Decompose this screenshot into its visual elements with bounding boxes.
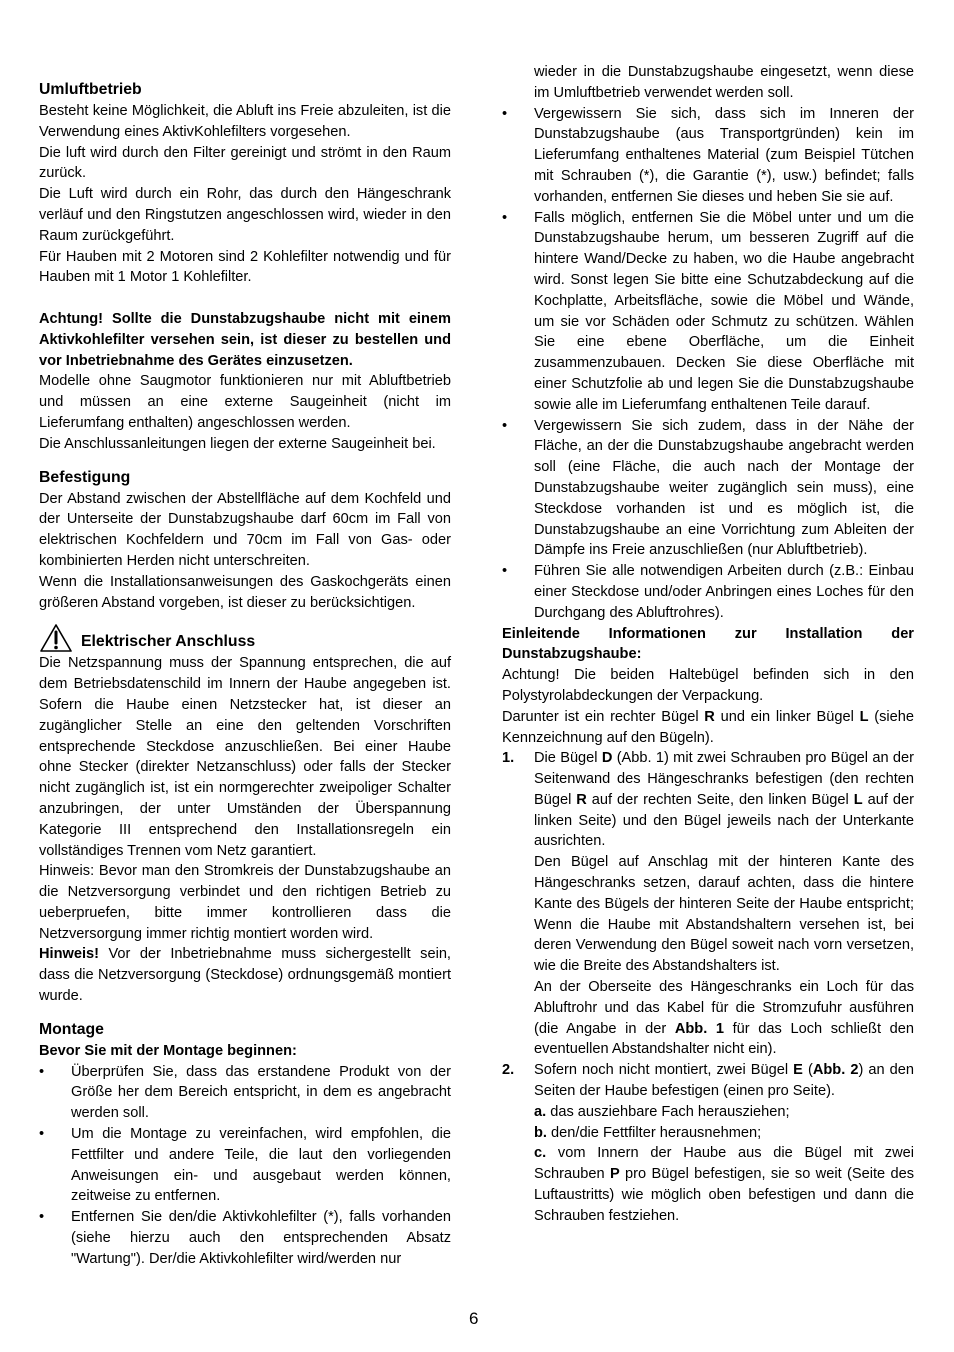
heading-elektrischer-anschluss: Elektrischer Anschluss bbox=[81, 633, 256, 651]
heading-befestigung: Befestigung bbox=[39, 468, 131, 486]
paragraph: Besteht keine Möglichkeit, die Abluft ins Freie abzuleiten, ist die Verwendung eines AktivKohlefilters vorgesehen. bbox=[39, 103, 451, 140]
paragraph: Hinweis! Vor der Inbetriebnahme muss sichergestellt sein, dass die Netzversorgung (Steckdose) ordnungsgemäß montiert wurde. bbox=[39, 946, 451, 1005]
substep-c: c. vom Innern der Haube aus die Bügel mit zwei Schrauben P pro Bügel befestigen, sie so weit (Seite des Luftaustritts) wie möglich oben befestigen und dann die Schrauben festziehen. bbox=[534, 1145, 914, 1224]
step-paragraph: Den Bügel auf Anschlag mit der hinteren Kante des Hängeschranks setzen, darauf achten, dass die hintere Kante des Bügels der hinteren Seite der Haube entspricht; Wenn die Haube mit Abstandshaltern versehen ist, bei deren Verwendung den Bügel soweit nach vorn versetzen, wie die Breite des Abstandshalters ist. bbox=[534, 854, 914, 975]
right-column bbox=[502, 0, 914, 1227]
heading-row-elektrischer-anschluss bbox=[39, 623, 451, 653]
left-column bbox=[39, 0, 451, 1270]
list-item: • Vergewissern Sie sich, dass sich im Inneren der Dunstabzugshaube (aus Transportgründen) kein im Lieferumfang enthaltenes Material (zum Beispiel Tütchen mit Schrauben (*), die Garantie (*), usw.) befindet; falls vorhanden, entfernen Sie dieses und heben Sie sie auf. bbox=[502, 105, 914, 205]
list-item-continued: wieder in die Dunstabzugshaube eingesetzt, wenn diese im Umluftbetrieb verwendet werden soll. bbox=[534, 64, 914, 101]
paragraph: Die Luft wird durch ein Rohr, das durch den Hängeschrank verläuf und den Ringstutzen angeschlossen wird, wieder in den Raum zurückgeführt. bbox=[39, 186, 451, 244]
step-paragraph: An der Oberseite des Hängeschranks ein Loch für das Abluftrohr und das Kabel für die Stromzufuhr ausführen (die Angabe in der Abb. 1 für das Loch schließt den eventuellen Abstandshalter nicht ein). bbox=[534, 979, 914, 1058]
paragraph: Die Anschlussanleitungen liegen der externe Saugeinheit bei. bbox=[39, 435, 436, 452]
list-item: • Entfernen Sie den/die Aktivkohlefilter (*), falls vorhanden (siehe hierzu auch den entsprechenden Absatz "Wartung"). Der/die Aktivkohlefilter wird/werden nur bbox=[39, 1209, 451, 1267]
heading-montage: Montage bbox=[39, 1020, 104, 1038]
paragraph: Wenn die Installationsanweisungen des Gaskochgeräts einen größeren Abstand vorgeben, ist dieser zu berücksichtigen. bbox=[39, 573, 451, 611]
warning-text: Achtung! Sollte die Dunstabzugshaube nicht mit einem Aktivkohlefilter versehen sein, ist dieser zu bestellen und vor Inbetriebnahme des Gerätes einzusetzen. bbox=[39, 310, 451, 369]
paragraph: Modelle ohne Saugmotor funktionieren nur mit Abluftbetrieb und müssen an eine externe Saugeinheit (nicht im Lieferumfang enthalten) angeschlossen werden. bbox=[39, 373, 451, 431]
substep-b: b. den/die Fettfilter herausnehmen; bbox=[534, 1124, 762, 1141]
paragraph: Der Abstand zwischen der Abstellfläche auf dem Kochfeld und der Unterseite der Dunstabzugshaube darf 60cm im Fall von elektrischen Kochfeldern und 70cm im Fall von Gas- oder kombinierten Herden nicht unterschreiten. bbox=[39, 490, 451, 569]
warning-triangle-icon bbox=[39, 623, 73, 653]
heading-umluftbetrieb: Umluftbetrieb bbox=[39, 81, 142, 98]
list-item: • Vergewissern Sie sich zudem, dass in der Nähe der Fläche, an der die Dunstabzugshaube angebracht werden soll (eine Fläche, die auch nach der Montage der Dunstabzugshaube weiter zugänglich sein muss), eine Steckdose vorhanden ist und es möglich ist, die Dunstabzugshaube an eine Vorrichtung zum Ableiten der Dämpfe ins Freie anzuschließen (nur Abluftbetrieb). bbox=[502, 417, 914, 559]
paragraph: Hinweis: Bevor man den Stromkreis der Dunstabzugshaube an die Netzversorgung verbindet und den richtigen Betrieb zu ueberpruefen, bitte immer kontrollieren dass die Netzversorgung immer richtig montiert worden wird. bbox=[39, 863, 451, 942]
list-item: • Falls möglich, entfernen Sie die Möbel unter und um die Dunstabzugshaube herum, um besseren Zugriff auf die hintere Wand/Decke zu haben, wo die Haube angebracht wird. Sonst legen Sie bitte eine Schutzabdeckung auf die Kochplatte, Arbeitsfläche, sowie die Möbel und Wände, um sie vor Schäden oder Schmutz zu schützen. Wählen Sie eine ebene Oberfläche, um die Einheit zusammenzubauen. Decken Sie diese Oberfläche mit einer Schutzfolie ab und legen Sie die Dunstabzugshaube sowie alle im Lieferumfang enthaltenen Teile darauf. bbox=[502, 209, 914, 413]
paragraph: Die luft wird durch den Filter gereinigt und strömt in den Raum zurück. bbox=[39, 144, 451, 182]
paragraph: Die Netzspannung muss der Spannung entsprechen, die auf dem Betriebsdatenschild im Innern der Haube angegeben ist. Sofern die Haube einen Netzstecker hat, ist dieser an zugänglicher Stelle an eine den geltenden Vorschriften entsprechende Steckdose anzuschließen. Bei einer Haube ohne Stecker (direkter Netzanschluss) oder falls der Stecker nicht zugänglich ist, ist ein normgerechter zweipoliger Schalter anzubringen, der unter Umständen der Überspannung Kategorie III entsprechend den Installationsregeln ein vollständiges Trennen vom Netz garantiert. bbox=[39, 655, 451, 859]
paragraph: Darunter ist ein rechter Bügel R und ein linker Bügel L (siehe Kennzeichnung auf den Bügeln). bbox=[502, 708, 914, 746]
paragraph: Achtung! Die beiden Haltebügel befinden sich in den Polystyrolabdeckungen der Verpackung. bbox=[502, 667, 914, 704]
subheading: Einleitende Informationen zur Installation der Dunstabzugshaube: bbox=[502, 625, 914, 663]
list-item: • Führen Sie alle notwendigen Arbeiten durch (z.B.: Einbau einer Steckdose und/oder Anbringen eines Loches für den Durchgang des Abluftrohres). bbox=[502, 563, 914, 621]
list-item: • Um die Montage zu vereinfachen, wird empfohlen, die Fettfilter und andere Teile, die laut den vorliegenden Anweisungen ein- und ausgebaut werden können, zeitweise zu entfernen. bbox=[39, 1126, 451, 1205]
page-number: 6 bbox=[469, 1309, 479, 1328]
list-item: • Überprüfen Sie, dass das erstandene Produkt von der Größe her dem Bereich entspricht, in dem es angebracht werden soll. bbox=[39, 1063, 451, 1122]
hint-label: Hinweis! bbox=[39, 946, 100, 963]
paragraph: Für Hauben mit 2 Motoren sind 2 Kohlefilter notwendig und für Hauben mit 1 Motor 1 Kohlefilter. bbox=[39, 248, 451, 286]
substep-a: a. das ausziehbare Fach herausziehen; bbox=[534, 1103, 790, 1120]
numbered-step-2: 2. Sofern noch nicht montiert, zwei Bügel E (Abb. 2) an den Seiten der Haube befestigen (einen pro Seite). bbox=[502, 1062, 915, 1100]
numbered-step-1: 1. Die Bügel D (Abb. 1) mit zwei Schrauben pro Bügel an der Seitenwand des Hängeschranks befestigen (den rechten Bügel R auf der rechten Seite, den linken Bügel L auf der linken Seite) und den Bügel jeweils nach der Unterkante ausrichten. bbox=[502, 750, 914, 850]
subheading: Bevor Sie mit der Montage beginnen: bbox=[39, 1042, 297, 1059]
